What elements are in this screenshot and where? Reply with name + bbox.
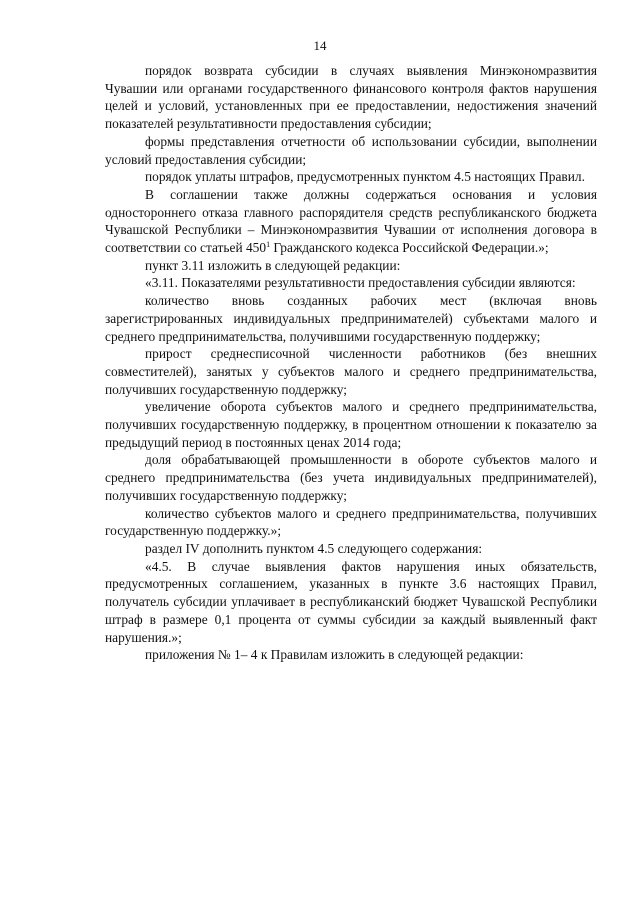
paragraph-appendices: приложения № 1– 4 к Правилам изложить в следующей редакции: xyxy=(145,647,524,663)
paragraph-clause-4-5: «4.5. В случае выявления фактов нарушения иных обязательств, предусмотренных соглашением, указанных в пункте 3.6 настоящих Правил, получатель субсидии уплачивает в республиканский бюджет Чувашской Республики штраф в размере 0,1 процента от суммы субсидии за каждый выявленный факт нарушения.»; xyxy=(105,558,597,645)
paragraph-unilateral-refusal-text: В соглашении также должны содержаться основания и условия одностороннего отказа главного распорядителя средств республиканского бюджета Чувашской Республики – Минэкономразвития Чувашии от исполнения договора в соответствии со статьей 450 xyxy=(105,186,597,256)
paragraph-manufacturing-share: доля обрабатывающей промышленности в обороте субъектов малого и среднего предпринимательства (без учета индивидуальных предпринимателей), получивших государственную поддержку; xyxy=(105,452,597,503)
paragraph-headcount-growth: прирост среднесписочной численности работников (без внешних совместителей), занятых у субъектов малого и среднего предпринимательства, получивших государственную поддержку; xyxy=(105,346,597,397)
paragraph-fines-order: порядок уплаты штрафов, предусмотренных пунктом 4.5 настоящих Правил. xyxy=(145,169,585,185)
paragraph-supported-subjects-count: количество субъектов малого и среднего предпринимательства, получивших государственную поддержку.»; xyxy=(105,505,597,539)
paragraph-turnover-increase: увеличение оборота субъектов малого и среднего предпринимательства, получивших государственную поддержку, в процентном отношении к показателю за предыдущий период в постоянных ценах 2014 года; xyxy=(105,399,597,450)
document-body xyxy=(105,62,597,664)
paragraph-new-jobs: количество вновь созданных рабочих мест (включая вновь зарегистрированных индивидуальных предпринимателей) субъектами малого и среднего предпринимательства, получившими государственную поддержку; xyxy=(105,293,597,344)
paragraph-clause-3-11: «3.11. Показателями результативности предоставления субсидии являются: xyxy=(145,275,576,291)
paragraph-unilateral-refusal-end: Гражданского кодекса Российской Федерации.»; xyxy=(270,240,549,256)
paragraph-unilateral-refusal xyxy=(105,186,597,257)
article-superscript: 1 xyxy=(266,240,271,250)
paragraph-section-iv-intro: раздел IV дополнить пунктом 4.5 следующего содержания: xyxy=(145,540,483,556)
paragraph-subsidy-return-order: порядок возврата субсидии в случаях выявления Минэкономразвития Чувашии или органами государственного финансового контроля фактов нарушения целей и условий, установленных при ее предоставлении, недостижения значений показателей результативности предоставления субсидии; xyxy=(105,63,597,132)
page-number: 14 xyxy=(313,38,327,53)
paragraph-clause-3-11-intro: пункт 3.11 изложить в следующей редакции: xyxy=(145,257,401,273)
paragraph-reporting-forms: формы представления отчетности об использовании субсидии, выполнении условий предоставления субсидии; xyxy=(105,133,597,167)
